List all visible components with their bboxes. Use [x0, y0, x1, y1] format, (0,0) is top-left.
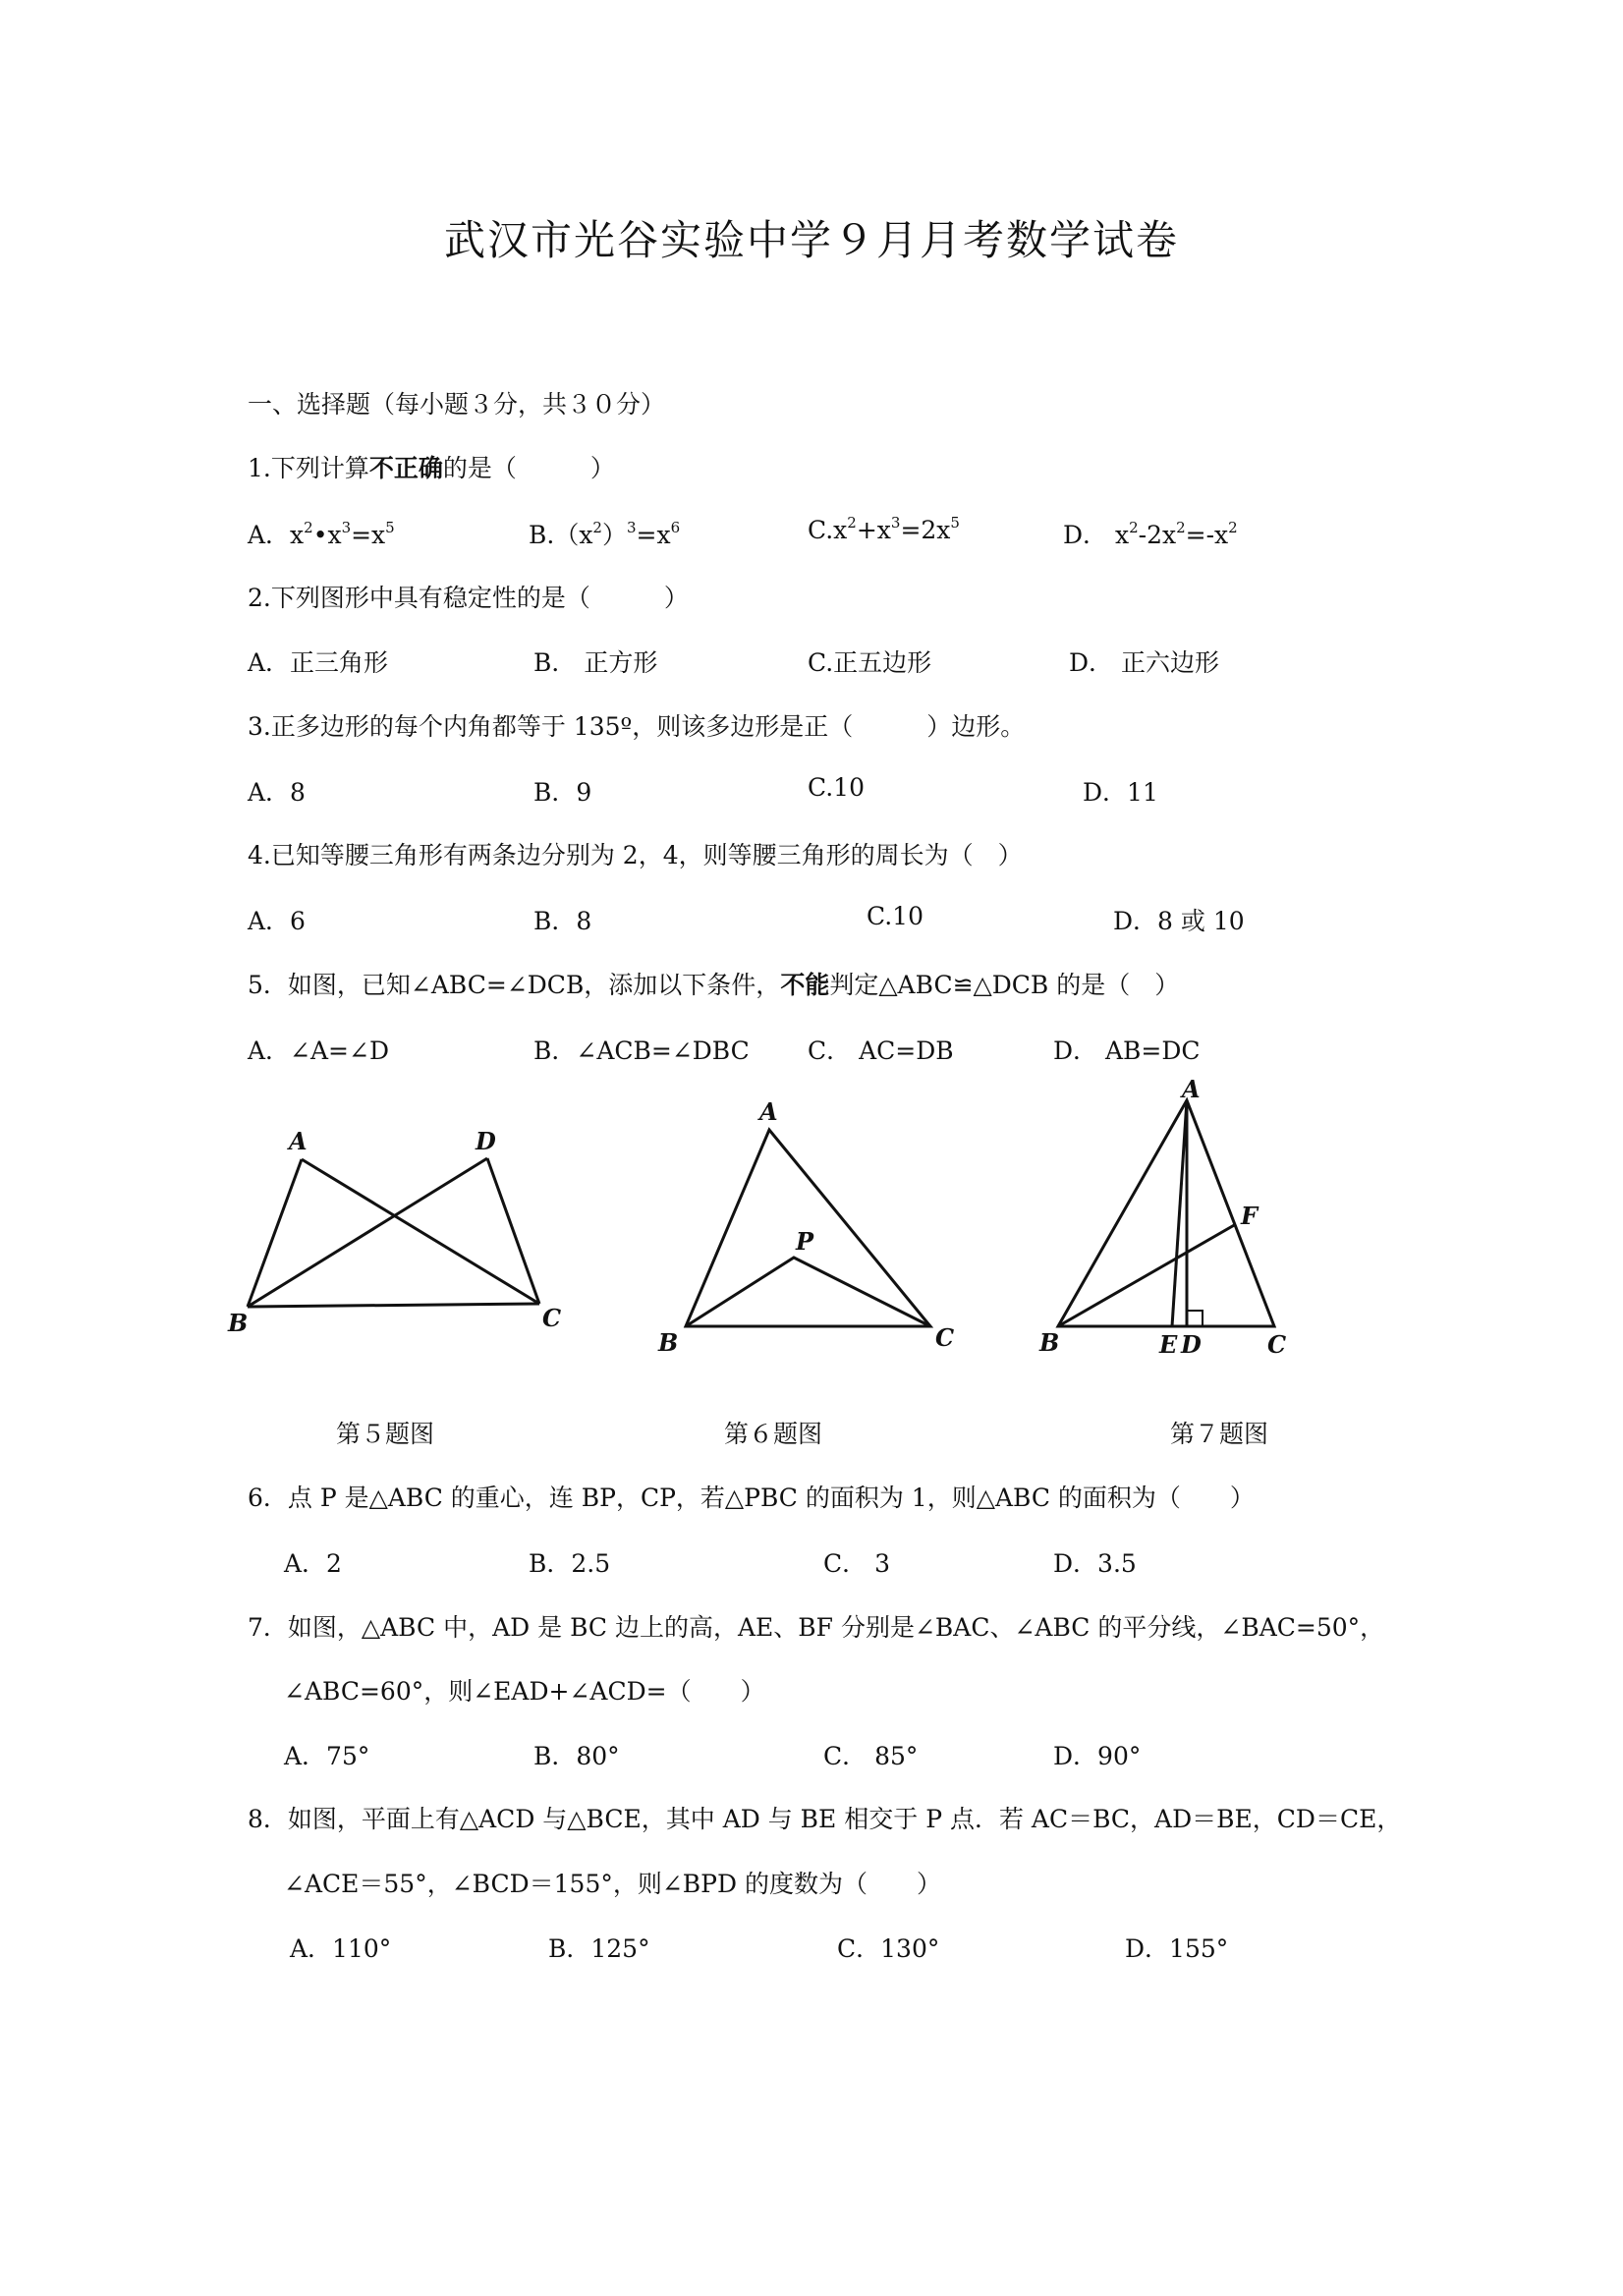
question-2-option-b: B． 正方形: [533, 648, 658, 677]
question-4-option-b: B．8: [533, 907, 592, 935]
question-1: [248, 449, 615, 484]
label-f: F: [1241, 1202, 1259, 1230]
question-6-option-b: B．2.5: [529, 1549, 611, 1578]
right-angle-mark: [1187, 1311, 1203, 1326]
question-4-option-d: D．8 或 10: [1113, 907, 1245, 935]
option-b-part: =x: [636, 521, 671, 549]
option-c-exp: 3: [890, 513, 901, 532]
question-1-option-a: [248, 516, 395, 551]
option-b-part: B.（x: [529, 521, 593, 549]
question-3: 3.正多边形的每个内角都等于 135º，则该多边形是正（ ）边形。: [248, 712, 1026, 741]
option-c-exp: 5: [950, 513, 960, 532]
option-c-part: +x: [856, 516, 891, 544]
label-b: B: [228, 1309, 249, 1337]
option-a-exp: 2: [304, 518, 313, 536]
option-d-part: =-x: [1185, 521, 1229, 549]
question-8-option-c: C．130°: [837, 1934, 940, 1963]
figure-6-caption: 第６题图: [724, 1420, 823, 1448]
option-b-exp: 3: [626, 518, 637, 536]
question-4-option-a: A．6: [248, 907, 306, 935]
label-c: C: [1267, 1330, 1287, 1359]
option-a-exp: 3: [341, 518, 352, 536]
option-c-part: C.x: [808, 516, 848, 544]
figure-7-caption: 第７题图: [1170, 1420, 1269, 1448]
question-8-option-d: D．155°: [1125, 1934, 1229, 1963]
segment-ab: [248, 1159, 302, 1307]
question-8-line-1: 8．如图，平面上有△ACD 与△BCE，其中 AD 与 BE 相交于 P 点．若 AC＝BC，AD＝BE，CD＝CE，: [248, 1805, 1402, 1833]
question-7-option-b: B．80°: [533, 1742, 620, 1770]
option-a-exp: 5: [385, 518, 395, 536]
question-1-option-b: [529, 516, 680, 551]
label-b: B: [658, 1328, 679, 1357]
section-heading: 一、选择题（每小题３分，共３０分）: [248, 390, 666, 419]
segment-ae: [1172, 1100, 1187, 1326]
question-5-emphasis: 不能: [780, 971, 830, 999]
question-3-option-a: A．8: [248, 778, 306, 807]
figure-6: [648, 1091, 973, 1366]
question-8-option-a: A．110°: [290, 1934, 392, 1963]
question-1-prefix: 1.下列计算: [248, 454, 369, 482]
label-d: D: [1181, 1330, 1202, 1359]
option-a-part: •x: [312, 521, 342, 549]
figure-7: [1032, 1076, 1316, 1371]
option-a-part: =x: [351, 521, 386, 549]
question-7-line-1: 7．如图，△ABC 中，AD 是 BC 边上的高，AE、BF 分别是∠BAC、∠ABC 的平分线，∠BAC=50°，: [248, 1613, 1385, 1642]
option-d-part: -2x: [1138, 521, 1177, 549]
question-3-option-c: C.10: [808, 773, 865, 802]
option-b-exp: 2: [592, 518, 602, 536]
label-d: D: [476, 1127, 496, 1155]
question-2-option-d: D． 正六边形: [1069, 648, 1219, 677]
question-2-option-c: C.正五边形: [808, 648, 932, 677]
question-5-prefix: 5．如图，已知∠ABC=∠DCB，添加以下条件，: [248, 971, 781, 999]
segment-ac: [302, 1159, 539, 1304]
question-3-option-d: D．11: [1083, 778, 1158, 807]
label-a: A: [1182, 1076, 1201, 1103]
segment-dc: [487, 1158, 539, 1304]
question-5-option-b: B．∠ACB=∠DBC: [533, 1036, 750, 1065]
question-5-option-d: D． AB=DC: [1053, 1036, 1201, 1065]
segment-db: [248, 1158, 487, 1307]
question-5-suffix: 判定△ABC≌△DCB 的是（ ）: [829, 971, 1180, 999]
segment-bc: [248, 1304, 539, 1307]
option-a-part: A．x: [248, 521, 305, 549]
question-7-line-2: ∠ABC=60°，则∠EAD+∠ACD=（ ）: [284, 1677, 765, 1706]
question-6-option-a: A．2: [284, 1549, 342, 1578]
option-b-part: ）: [601, 521, 627, 549]
label-p: P: [796, 1227, 814, 1256]
question-2: 2.下列图形中具有稳定性的是（ ）: [248, 584, 689, 612]
figure-5-caption: 第５题图: [336, 1420, 435, 1448]
option-d-exp: 2: [1228, 518, 1238, 536]
question-6-option-d: D．3.5: [1053, 1549, 1137, 1578]
segment-bf: [1058, 1224, 1236, 1326]
question-7-option-c: C． 85°: [823, 1742, 919, 1770]
question-8-option-b: B．125°: [548, 1934, 650, 1963]
question-3-option-b: B．9: [533, 778, 592, 807]
question-7-option-a: A．75°: [284, 1742, 370, 1770]
option-d-part: D． x: [1063, 521, 1130, 549]
page-title: 武汉市光谷实验中学９月月考数学试卷: [443, 216, 1179, 264]
question-5: [248, 966, 1179, 1001]
figure-5: [226, 1120, 580, 1346]
option-b-exp: 6: [670, 518, 681, 536]
question-5-option-a: A．∠A=∠D: [248, 1036, 389, 1065]
segments-bp-pc: [686, 1258, 930, 1326]
option-c-exp: 2: [847, 513, 857, 532]
question-6: 6．点 P 是△ABC 的重心，连 BP，CP，若△PBC 的面积为 1，则△ABC 的面积为（ ）: [248, 1484, 1255, 1512]
question-4-option-c: C.10: [867, 902, 923, 930]
question-1-suffix: 的是（ ）: [442, 454, 615, 482]
question-4: 4.已知等腰三角形有两条边分别为 2，4，则等腰三角形的周长为（ ）: [248, 841, 1023, 869]
label-a: A: [289, 1127, 308, 1155]
label-a: A: [759, 1097, 778, 1126]
label-e: E: [1159, 1330, 1178, 1359]
label-b: B: [1039, 1328, 1060, 1357]
question-2-option-a: A．正三角形: [248, 648, 389, 677]
question-8-line-2: ∠ACE＝55°，∠BCD＝155°，则∠BPD 的度数为（ ）: [284, 1870, 941, 1898]
option-c-part: =2x: [900, 516, 951, 544]
question-1-option-c: [808, 513, 960, 544]
question-1-option-d: [1063, 516, 1238, 551]
option-d-exp: 2: [1176, 518, 1186, 536]
question-5-option-c: C． AC=DB: [808, 1036, 954, 1065]
label-c: C: [935, 1323, 955, 1352]
question-6-option-c: C． 3: [823, 1549, 890, 1578]
option-d-exp: 2: [1129, 518, 1139, 536]
label-c: C: [542, 1304, 562, 1332]
question-1-emphasis: 不正确: [368, 454, 443, 482]
question-7-option-d: D．90°: [1053, 1742, 1142, 1770]
